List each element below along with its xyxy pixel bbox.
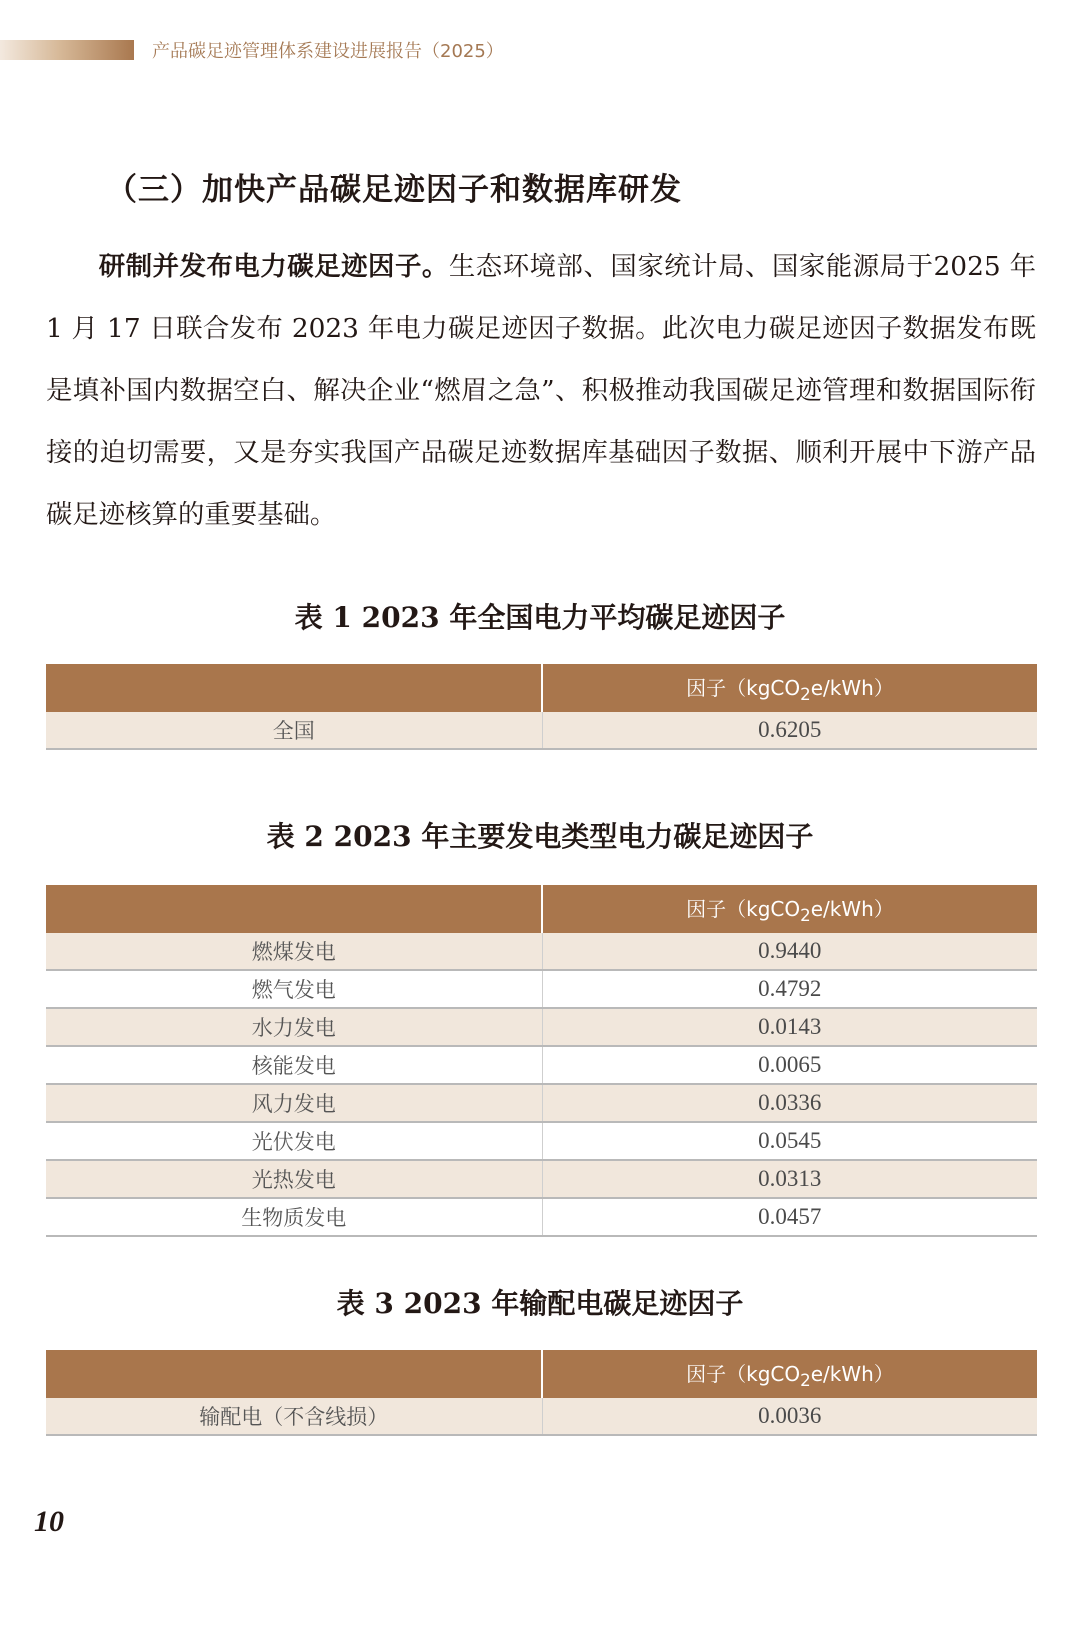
row-value: 0.4792 bbox=[542, 970, 1037, 1008]
header-gradient-bar bbox=[0, 40, 134, 60]
row-value: 0.0036 bbox=[542, 1398, 1037, 1435]
row-value: 0.0313 bbox=[542, 1160, 1037, 1198]
table-1 bbox=[46, 664, 1037, 750]
row-value: 0.0545 bbox=[542, 1122, 1037, 1160]
row-name: 风力发电 bbox=[46, 1084, 542, 1122]
table-header-row bbox=[46, 1350, 1037, 1398]
table-2 bbox=[46, 885, 1037, 1237]
table-header-factor: 因子（kgCO$_2$e/kWh） bbox=[542, 885, 1037, 933]
row-value: 0.0336 bbox=[542, 1084, 1037, 1122]
row-name: 全国 bbox=[46, 712, 542, 749]
row-name: 光伏发电 bbox=[46, 1122, 542, 1160]
table-header-row bbox=[46, 664, 1037, 712]
table-row bbox=[46, 1084, 1037, 1122]
table-row bbox=[46, 970, 1037, 1008]
table-header-blank bbox=[46, 885, 542, 933]
row-value: 0.0457 bbox=[542, 1198, 1037, 1236]
row-name: 燃煤发电 bbox=[46, 933, 542, 970]
table-row bbox=[46, 933, 1037, 970]
row-name: 水力发电 bbox=[46, 1008, 542, 1046]
row-name: 生物质发电 bbox=[46, 1198, 542, 1236]
section-heading: （三）加快产品碳足迹因子和数据库研发 bbox=[106, 172, 682, 208]
table-row bbox=[46, 1122, 1037, 1160]
table-row bbox=[46, 1398, 1037, 1435]
table-header-blank bbox=[46, 664, 542, 712]
table-header-blank bbox=[46, 1350, 542, 1398]
body-paragraph bbox=[46, 236, 1036, 546]
table-3-title: 表 3 2023 年输配电碳足迹因子 bbox=[336, 1287, 744, 1320]
running-title: 产品碳足迹管理体系建设进展报告（2025） bbox=[152, 41, 504, 62]
table-row bbox=[46, 1198, 1037, 1236]
table-row bbox=[46, 1160, 1037, 1198]
row-value: 0.6205 bbox=[542, 712, 1037, 749]
table-header-factor: 因子（kgCO$_2$e/kWh） bbox=[542, 1350, 1037, 1398]
table-2-title: 表 2 2023 年主要发电类型电力碳足迹因子 bbox=[266, 820, 814, 853]
table-3 bbox=[46, 1350, 1037, 1436]
table-header-factor: 因子（kgCO$_2$e/kWh） bbox=[542, 664, 1037, 712]
row-value: 0.9440 bbox=[542, 933, 1037, 970]
table-row bbox=[46, 1046, 1037, 1084]
paragraph-text: 生态环境部、国家统计局、国家能源局于2025 年 1 月 17 日联合发布 2023 年电力碳足迹因子数据。此次电力碳足迹因子数据发布既是填补国内数据空白、解决企业“燃眉之急”、积极推动我国碳足迹管理和数据国际衔接的迫切需要，又是夯实我国产品碳足迹数据库基础因子数据、顺利开展中下游产品碳足迹核算的重要基础。 bbox=[46, 251, 1036, 530]
paragraph-lead: 研制并发布电力碳足迹因子。 bbox=[98, 251, 449, 282]
table-row bbox=[46, 1008, 1037, 1046]
row-name: 光热发电 bbox=[46, 1160, 542, 1198]
row-value: 0.0143 bbox=[542, 1008, 1037, 1046]
row-value: 0.0065 bbox=[542, 1046, 1037, 1084]
table-1-title: 表 1 2023 年全国电力平均碳足迹因子 bbox=[294, 601, 786, 634]
row-name: 核能发电 bbox=[46, 1046, 542, 1084]
table-header-row bbox=[46, 885, 1037, 933]
row-name: 输配电（不含线损） bbox=[46, 1398, 542, 1435]
row-name: 燃气发电 bbox=[46, 970, 542, 1008]
page-number: 10 bbox=[34, 1505, 64, 1538]
table-row bbox=[46, 712, 1037, 749]
